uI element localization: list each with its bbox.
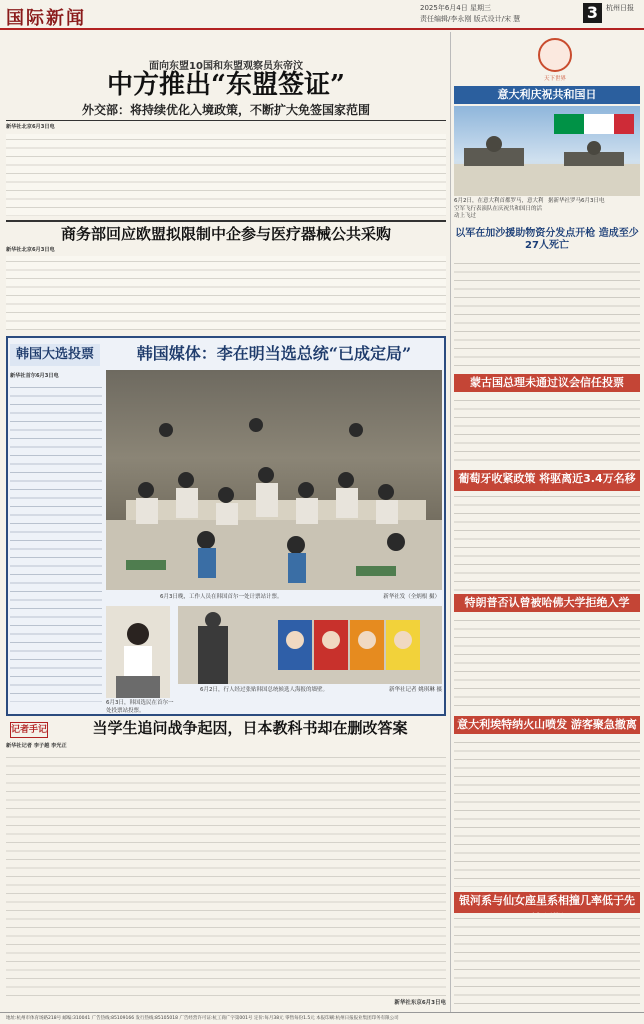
israel-body-text bbox=[454, 258, 640, 368]
japan-headline: 当学生追问战争起因，日本教科书却在删改答案 bbox=[92, 719, 408, 737]
harvard-body-text bbox=[454, 615, 640, 713]
page-footer: 地址:杭州市体育场路218号 邮编:310041 广告热线:85109166 发行热线:85105018 广告经营许可证:杭工商广字第001号 定价:每月38元 零售每份1.5元 本报印刷:杭州日报报业集团印务有限公司 bbox=[0, 1012, 644, 1024]
italy-caption-left: 6月2日，在意大利首都罗马，意大利空军飞行表演队在庆祝共和国日的活动上飞过 bbox=[454, 198, 544, 219]
korea-counting-photo bbox=[106, 370, 442, 590]
posters-image bbox=[178, 606, 442, 684]
column-divider bbox=[450, 32, 451, 1012]
section-title: 国际新闻 bbox=[6, 8, 86, 29]
galaxy-body-text bbox=[454, 913, 640, 1008]
lead-body-text bbox=[6, 134, 446, 216]
italy-bar: 意大利庆祝共和国日 bbox=[454, 86, 640, 104]
etna-bar: 意大利埃特纳火山喷发 游客聚急撤离 bbox=[454, 716, 640, 734]
mongolia-body-text bbox=[454, 395, 640, 465]
korea-photo2-caption: 6月3日，韩国选民在首尔一处投票站投票。 bbox=[106, 700, 174, 714]
harvard-bar: 特朗普否认曾被哈佛大学拒绝入学 bbox=[454, 594, 640, 612]
japan-body-text bbox=[6, 752, 446, 996]
portugal-body-text bbox=[454, 491, 640, 591]
lead-headline: 中方推出“东盟签证” bbox=[107, 70, 345, 100]
italy-caption-right: 据新华社罗马6月3日电 bbox=[548, 198, 605, 204]
korea-byline: 新华社首尔6月3日电 bbox=[10, 373, 59, 379]
korea-posters-photo bbox=[178, 606, 442, 684]
date-line: 2025年6月4日 星期三 bbox=[420, 4, 491, 12]
korea-photo1-credit: 新华社发（全炳根 摄） bbox=[383, 594, 440, 600]
korea-photo1-caption: 6月3日晚，工作人员在韩国首尔一处计票站计票。 bbox=[160, 594, 283, 600]
page-number: 3 bbox=[583, 3, 602, 23]
lead-byline: 新华社北京6月3日电 bbox=[6, 124, 55, 130]
italy-scene-image bbox=[454, 106, 640, 196]
korea-photo3-credit: 新华社记者 姚琪琳 摄 bbox=[389, 687, 442, 693]
world-logo-text: 天下世界 bbox=[543, 76, 566, 82]
lead-divider bbox=[6, 120, 446, 121]
japan-label: 记者手记 bbox=[10, 722, 48, 738]
israel-title: 以军在加沙援助物资分发点开枪 造成至少27人死亡 bbox=[455, 228, 639, 251]
korea-headline: 韩国媒体：李在明当选总统“已成定局” bbox=[136, 344, 412, 363]
japan-byline: 新华社记者 李子越 李光正 bbox=[6, 743, 67, 749]
mofcom-body-text bbox=[6, 256, 446, 330]
italy-photo bbox=[454, 106, 640, 196]
korea-tag: 韩国大选投票 bbox=[10, 344, 100, 366]
lead-subhead: 外交部：将持续优化入境政策，不断扩大免签国家范围 bbox=[81, 103, 370, 117]
paper-name: 杭州日报 bbox=[606, 4, 634, 12]
mofcom-headline: 商务部回应欧盟拟限制中企参与医疗器械公共采购 bbox=[60, 225, 391, 243]
etna-body-text bbox=[454, 737, 640, 887]
korea-photo3-caption: 6月2日，行人经过张贴韩国总统候选人海报的墙壁。 bbox=[200, 687, 329, 693]
world-logo-icon bbox=[538, 38, 572, 72]
mofcom-byline: 新华社北京6月3日电 bbox=[6, 247, 55, 253]
counting-scene-image bbox=[106, 370, 442, 590]
page-header bbox=[0, 0, 644, 30]
voter-image bbox=[106, 606, 170, 698]
mofcom-top-rule bbox=[6, 220, 446, 222]
date-editor-line bbox=[420, 3, 520, 25]
korea-body-text bbox=[10, 382, 102, 702]
mongolia-bar: 蒙古国总理未通过议会信任投票 bbox=[454, 374, 640, 392]
editor-line: 责任编辑/李永刚 版式设计/宋 慧 bbox=[420, 15, 521, 23]
lead-kicker: 面向东盟10国和东盟观察员东帝汶 bbox=[149, 61, 303, 72]
korea-voter-photo bbox=[106, 606, 170, 698]
japan-footer: 新华社东京6月3日电 bbox=[394, 1000, 446, 1006]
galaxy-bar: 银河系与仙女座星系相撞几率低于先 bbox=[454, 892, 640, 928]
portugal-bar: 葡萄牙收紧政策 将驱离近3.4万名移 bbox=[454, 470, 640, 506]
